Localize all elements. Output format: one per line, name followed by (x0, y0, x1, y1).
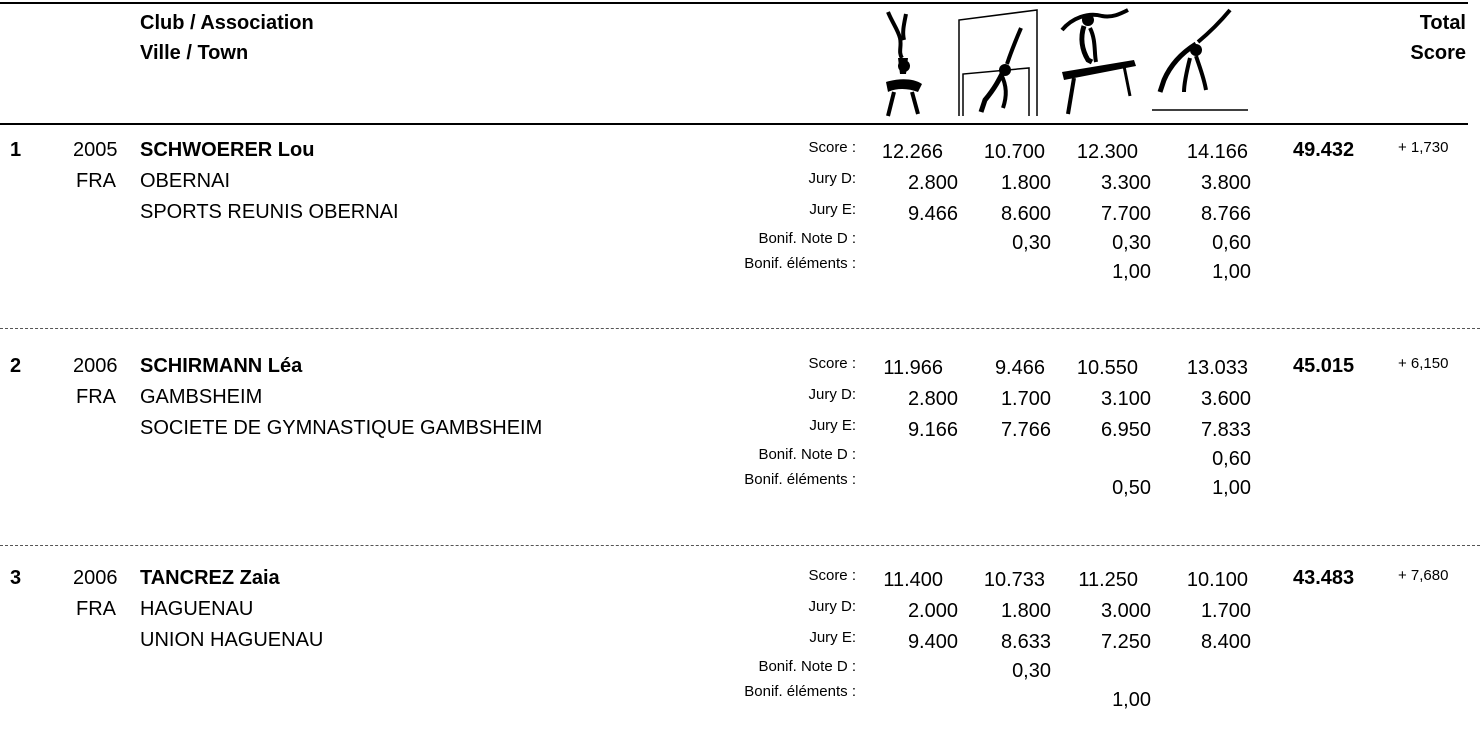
floor-exercise-icon (1150, 8, 1250, 120)
bonif-elements-label: Bonif. éléments : (744, 683, 856, 700)
total-header-line-2: Score (1410, 42, 1466, 64)
uneven-bars-icon (955, 8, 1045, 120)
jury-e-label: Jury E: (809, 201, 856, 218)
row-separator (0, 545, 1480, 546)
bonif-elements-beam: 1,00 (1112, 261, 1151, 283)
town: GAMBSHEIM (140, 386, 263, 408)
bonif-elements-label: Bonif. éléments : (744, 255, 856, 272)
jury-e-beam: 7.250 (1100, 631, 1151, 653)
score-bars: 10.733 (983, 569, 1045, 591)
gap-to-leader: + 7,680 (1398, 567, 1449, 584)
gymnast-block-1 (0, 139, 1480, 325)
gymnast-name: SCHWOERER Lou (140, 139, 315, 161)
bonif-note-d-bars: 0,30 (1012, 232, 1051, 254)
birth-year: 2005 (73, 139, 118, 161)
total-score: 45.015 (1293, 355, 1355, 377)
jury-e-floor: 7.833 (1200, 419, 1251, 441)
score-beam: 11.250 (1078, 569, 1138, 591)
country: FRA (76, 170, 116, 192)
total-header-line-1: Total (1419, 12, 1466, 34)
balance-beam-icon (1058, 8, 1148, 120)
total-score: 49.432 (1293, 139, 1355, 161)
score-vault: 11.400 (883, 569, 943, 591)
score-floor: 13.033 (1186, 357, 1248, 379)
vault-icon (868, 8, 938, 120)
jury-d-vault: 2.800 (907, 172, 958, 194)
birth-year: 2006 (73, 567, 118, 589)
jury-d-floor: 1.700 (1200, 600, 1251, 622)
bonif-note-d-floor: 0,60 (1212, 448, 1251, 470)
score-vault: 11.966 (883, 357, 943, 379)
bonif-note-d-label: Bonif. Note D : (758, 446, 856, 463)
club: SPORTS REUNIS OBERNAI (140, 201, 399, 223)
gymnast-block-2 (0, 355, 1480, 541)
town: HAGUENAU (140, 598, 254, 620)
bonif-elements-floor: 1,00 (1212, 477, 1251, 499)
score-beam: 10.550 (1076, 357, 1138, 379)
jury-d-floor: 3.600 (1200, 388, 1251, 410)
jury-d-label: Jury D: (808, 598, 856, 615)
jury-e-bars: 8.633 (1000, 631, 1051, 653)
jury-d-floor: 3.800 (1200, 172, 1251, 194)
score-label: Score : (808, 567, 856, 584)
rank: 1 (10, 139, 22, 161)
gymnast-block-3 (0, 567, 1480, 753)
jury-d-label: Jury D: (808, 386, 856, 403)
jury-e-bars: 8.600 (1000, 203, 1051, 225)
bonif-note-d-bars: 0,30 (1012, 660, 1051, 682)
score-bars: 10.700 (983, 141, 1045, 163)
town-column-header: Ville / Town (140, 42, 249, 64)
jury-d-vault: 2.800 (907, 388, 958, 410)
jury-d-bars: 1.800 (1000, 172, 1051, 194)
jury-e-floor: 8.400 (1200, 631, 1251, 653)
jury-d-vault: 2.000 (907, 600, 958, 622)
rank: 3 (10, 567, 22, 589)
club: SOCIETE DE GYMNASTIQUE GAMBSHEIM (140, 417, 543, 439)
jury-e-vault: 9.400 (907, 631, 958, 653)
bonif-note-d-beam: 0,30 (1112, 232, 1151, 254)
country: FRA (76, 598, 116, 620)
bonif-note-d-label: Bonif. Note D : (758, 230, 856, 247)
bonif-elements-beam: 1,00 (1112, 689, 1151, 711)
score-floor: 14.166 (1186, 141, 1248, 163)
score-bars: 9.466 (994, 357, 1045, 379)
header-rule (0, 123, 1468, 125)
jury-e-floor: 8.766 (1200, 203, 1251, 225)
gap-to-leader: + 6,150 (1398, 355, 1449, 372)
score-label: Score : (808, 139, 856, 156)
score-floor: 10.100 (1186, 569, 1248, 591)
jury-d-beam: 3.300 (1100, 172, 1151, 194)
club: UNION HAGUENAU (140, 629, 324, 651)
jury-d-bars: 1.700 (1000, 388, 1051, 410)
gap-to-leader: + 1,730 (1398, 139, 1449, 156)
jury-d-beam: 3.100 (1100, 388, 1151, 410)
bonif-elements-beam: 0,50 (1112, 477, 1151, 499)
top-rule (0, 2, 1468, 4)
jury-d-label: Jury D: (808, 170, 856, 187)
bonif-note-d-floor: 0,60 (1212, 232, 1251, 254)
gymnast-name: TANCREZ Zaia (140, 567, 280, 589)
jury-e-vault: 9.466 (907, 203, 958, 225)
town: OBERNAI (140, 170, 231, 192)
gymnast-name: SCHIRMANN Léa (140, 355, 303, 377)
club-column-header: Club / Association (140, 12, 314, 34)
jury-e-bars: 7.766 (1000, 419, 1051, 441)
bonif-elements-floor: 1,00 (1212, 261, 1251, 283)
bonif-elements-label: Bonif. éléments : (744, 471, 856, 488)
score-vault: 12.266 (881, 141, 943, 163)
country: FRA (76, 386, 116, 408)
total-score: 43.483 (1293, 567, 1355, 589)
jury-d-bars: 1.800 (1000, 600, 1051, 622)
score-label: Score : (808, 355, 856, 372)
jury-e-beam: 7.700 (1100, 203, 1151, 225)
jury-d-beam: 3.000 (1100, 600, 1151, 622)
jury-e-label: Jury E: (809, 417, 856, 434)
jury-e-vault: 9.166 (907, 419, 958, 441)
score-beam: 12.300 (1076, 141, 1138, 163)
birth-year: 2006 (73, 355, 118, 377)
jury-e-label: Jury E: (809, 629, 856, 646)
row-separator (0, 328, 1480, 329)
jury-e-beam: 6.950 (1100, 419, 1151, 441)
bonif-note-d-label: Bonif. Note D : (758, 658, 856, 675)
rank: 2 (10, 355, 22, 377)
